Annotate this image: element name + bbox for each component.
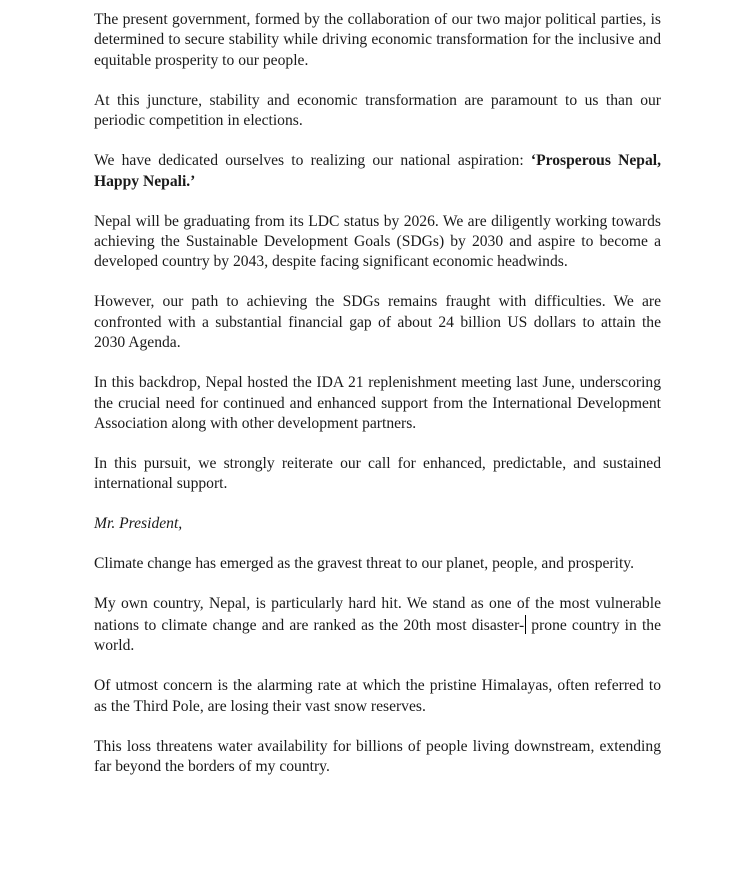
paragraph-ida-replenishment: In this backdrop, Nepal hosted the IDA 21 replenishment meeting last June, underscoring the crucial need for continued and enhanced support from the International Development Association along with other development partners. — [94, 374, 661, 433]
salutation: Mr. President, — [94, 515, 183, 533]
vulnerability-text-a: My own country, Nepal, is particularly hard hit. We stand as one of the most vulnerable nations to climate change and are ranked as the 20th most disaster- — [94, 595, 661, 634]
text-cursor — [525, 615, 526, 634]
paragraph-ldc-graduation: Nepal will be graduating from its LDC status by 2026. We are diligently working towards achieving the Sustainable Development Goals (SDGs) by 2030 and aspire to become a developed country by 2043, despite facing significant economic headwinds. — [94, 212, 661, 271]
aspiration-text: We have dedicated ourselves to realizing our national aspiration: — [94, 152, 531, 170]
paragraph-stability: At this juncture, stability and economic transformation are paramount to us than our periodic competition in elections. — [94, 91, 661, 130]
paragraph-support-call: In this pursuit, we strongly reiterate our call for enhanced, predictable, and sustained international support. — [94, 455, 661, 493]
paragraph-sdg-gap: However, our path to achieving the SDGs remains fraught with difficulties. We are confronted with a substantial financial gap of about 24 billion US dollars to attain the 2030 Agenda. — [94, 293, 661, 352]
aspiration-slogan: ‘Prosperous Nepal, Happy Nepali.’ — [94, 152, 661, 190]
paragraph-government: The present government, formed by the collaboration of our two major political parties, is determined to secure stability while driving economic transformation for the inclusive and equitable prosperity to our people. — [94, 11, 661, 69]
vulnerability-text-b: prone country in the world. — [94, 616, 661, 655]
paragraph-nepal-vulnerability[interactable] — [94, 594, 661, 656]
paragraph-climate-threat: Climate change has emerged as the gravest threat to our planet, people, and prosperity. — [94, 555, 634, 573]
paragraph-water-availability: This loss threatens water availability for billions of people living downstream, extending far beyond the borders of my country. — [94, 737, 661, 776]
paragraph-himalayas: Of utmost concern is the alarming rate at which the pristine Himalayas, often referred to as the Third Pole, are losing their vast snow reserves. — [94, 677, 661, 715]
document-body — [94, 10, 661, 778]
paragraph-aspiration — [94, 151, 661, 192]
